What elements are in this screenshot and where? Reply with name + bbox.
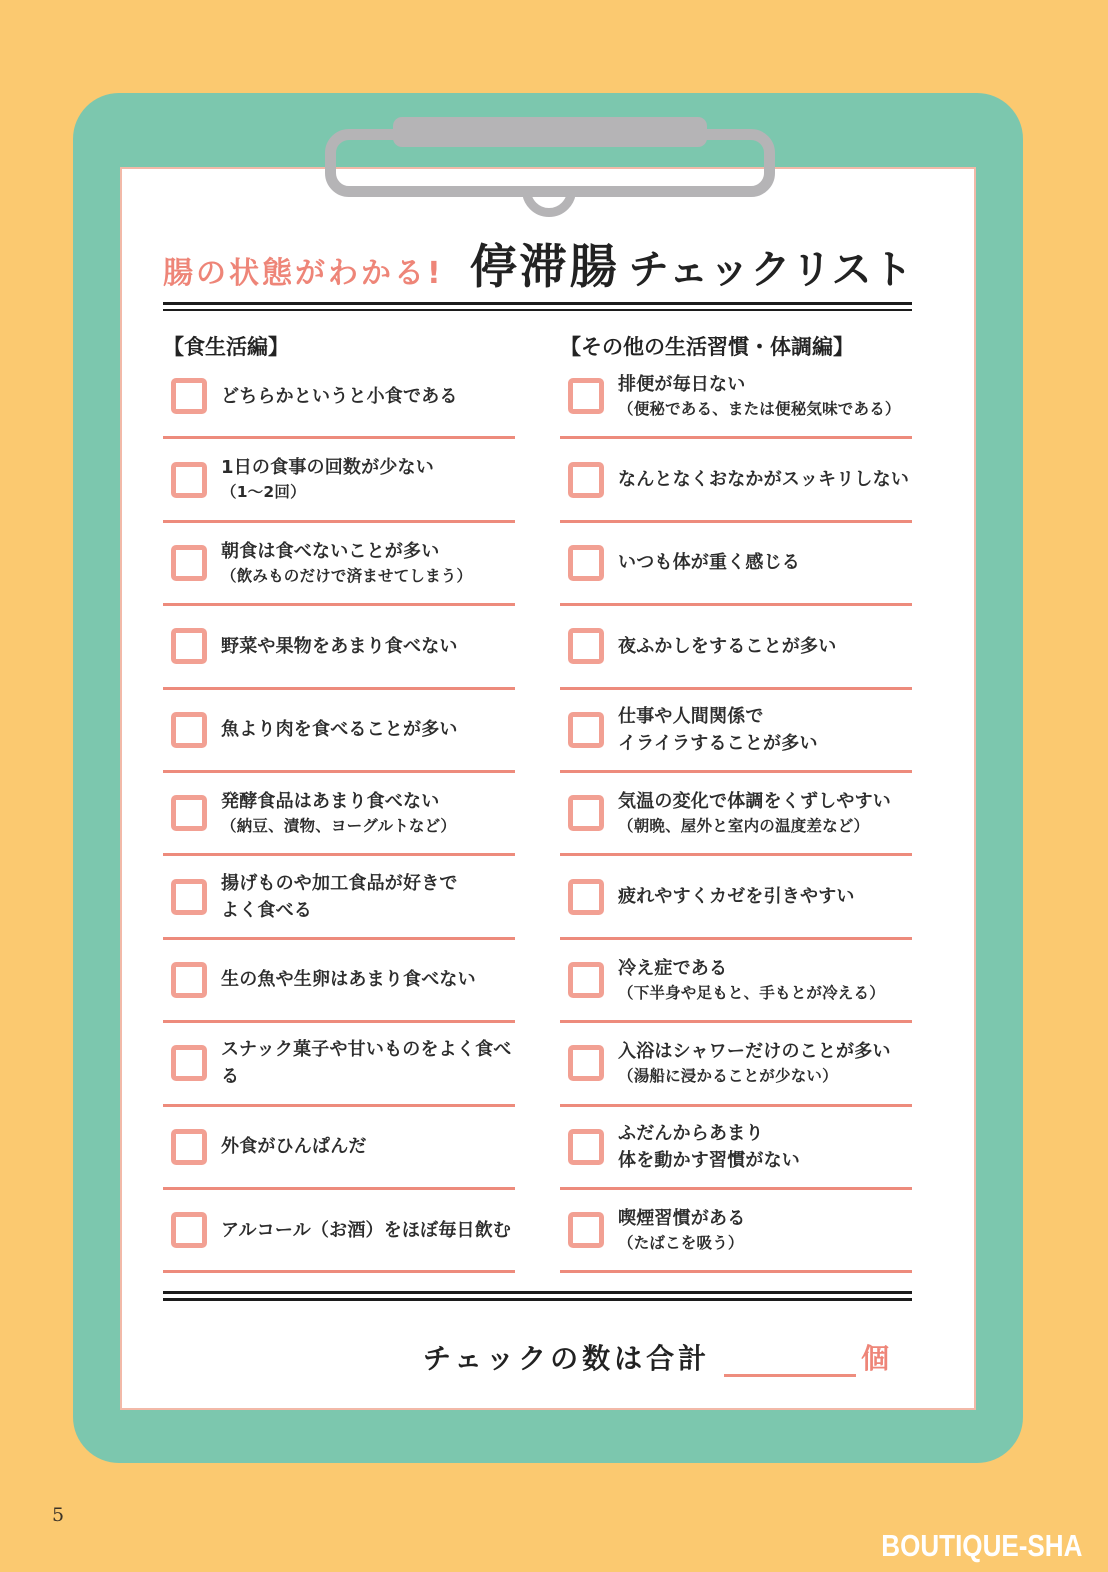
checkbox[interactable]	[171, 795, 207, 831]
title-divider	[163, 302, 912, 311]
title-lead: 腸の状態がわかる!	[163, 256, 444, 291]
checkbox[interactable]	[568, 628, 604, 664]
checkbox[interactable]	[171, 1129, 207, 1165]
item-main-text: いつも体が重く感じる	[618, 552, 800, 574]
total-count-field[interactable]	[724, 1339, 856, 1377]
checkbox[interactable]	[171, 879, 207, 915]
item-label	[221, 538, 472, 588]
checklist-item	[163, 1190, 515, 1273]
item-sub-text: （1〜2回）	[221, 483, 306, 502]
item-main-text: 気温の変化で体調をくずしやすい	[618, 791, 891, 813]
item-label	[618, 1205, 745, 1255]
checkbox[interactable]	[171, 962, 207, 998]
item-sub-text: （飲みものだけで済ませてしまう）	[221, 566, 473, 585]
item-label	[618, 955, 885, 1005]
checklist-item	[163, 523, 515, 606]
item-label	[618, 883, 855, 910]
checkbox[interactable]	[171, 378, 207, 414]
checkbox[interactable]	[568, 1212, 604, 1248]
checklist-item	[163, 606, 515, 689]
item-main-text: 魚より肉を食べることが多い	[221, 719, 458, 741]
item-main-text: 夜ふかしをすることが多い	[618, 635, 837, 657]
checklist-item	[163, 773, 515, 856]
item-main-text: 入浴はシャワーだけのことが多い	[618, 1041, 891, 1063]
item-sub-text: （たばこを吸う）	[618, 1233, 744, 1252]
checklist-item	[560, 690, 912, 773]
page-title	[163, 230, 912, 297]
item-label	[618, 466, 909, 493]
item-label	[221, 383, 458, 410]
checklist-item	[163, 1023, 515, 1106]
checkbox[interactable]	[568, 879, 604, 915]
item-sub-text: イライラすることが多い	[618, 732, 818, 754]
item-label	[221, 1133, 367, 1160]
checklist-item	[560, 356, 912, 439]
checklist-item	[163, 356, 515, 439]
total-label: チェックの数は合計	[423, 1342, 711, 1375]
checklist-item	[560, 856, 912, 939]
checkbox[interactable]	[568, 795, 604, 831]
item-label	[221, 870, 458, 924]
checklist-item	[560, 606, 912, 689]
item-main-text: 排便が毎日ない	[618, 374, 746, 396]
checkbox[interactable]	[171, 712, 207, 748]
publisher-logo: BOUTIQUE-SHA	[880, 1528, 1082, 1563]
checklist-column-lifestyle	[560, 356, 912, 1273]
item-main-text: なんとなくおなかがスッキリしない	[618, 469, 910, 491]
checkbox[interactable]	[568, 962, 604, 998]
item-main-text: 発酵食品はあまり食べない	[221, 791, 440, 813]
item-main-text: どちらかというと小食である	[221, 385, 458, 407]
item-sub-text: よく食べる	[221, 899, 312, 921]
checkbox[interactable]	[171, 462, 207, 498]
checklist-item	[560, 1107, 912, 1190]
item-label	[221, 1217, 511, 1244]
checklist-column-diet	[163, 356, 515, 1273]
checklist-columns	[163, 356, 912, 1273]
item-main-text: 外食がひんぱんだ	[221, 1136, 367, 1158]
title-main-kanji: 停滞腸	[469, 240, 620, 295]
checklist-item	[163, 690, 515, 773]
item-label	[618, 633, 836, 660]
item-label	[221, 966, 476, 993]
clipboard-clip-bar	[393, 117, 707, 147]
item-label	[221, 454, 434, 504]
item-sub-text: （湯船に浸かることが少ない）	[618, 1067, 838, 1086]
title-main	[470, 230, 914, 297]
checklist-item	[163, 856, 515, 939]
total-unit: 個	[861, 1342, 890, 1375]
item-main-text: 揚げものや加工食品が好きで	[221, 872, 458, 894]
total-row	[163, 1337, 912, 1377]
item-label	[221, 633, 458, 660]
item-main-text: 仕事や人間関係で	[618, 705, 764, 727]
checkbox[interactable]	[171, 545, 207, 581]
item-main-text: 朝食は食べないことが多い	[221, 540, 440, 562]
section-heading-diet: 【食生活編】	[163, 335, 289, 359]
checkbox[interactable]	[568, 462, 604, 498]
checkbox[interactable]	[568, 1045, 604, 1081]
item-main-text: 喫煙習慣がある	[618, 1207, 746, 1229]
item-sub-text: （朝晩、屋外と室内の温度差など）	[618, 817, 870, 836]
item-main-text: スナック菓子や甘いものをよく食べる	[221, 1039, 512, 1088]
checkbox[interactable]	[171, 1045, 207, 1081]
bottom-divider	[163, 1291, 912, 1301]
checklist-item	[560, 773, 912, 856]
item-main-text: 生の魚や生卵はあまり食べない	[221, 969, 476, 991]
checklist-item	[560, 1023, 912, 1106]
item-label	[618, 1120, 800, 1174]
item-label	[618, 371, 901, 421]
checkbox[interactable]	[568, 1129, 604, 1165]
item-label	[618, 549, 800, 576]
item-sub-text: 体を動かす習慣がない	[618, 1149, 800, 1171]
checklist-item	[163, 940, 515, 1023]
checkbox[interactable]	[568, 378, 604, 414]
checkbox[interactable]	[171, 628, 207, 664]
section-heading-lifestyle: 【その他の生活習慣・体調編】	[560, 335, 854, 359]
title-main-katakana: チェックリスト	[628, 247, 914, 293]
item-main-text: ふだんからあまり	[618, 1122, 764, 1144]
item-sub-text: （下半身や足もと、手もとが冷える）	[618, 983, 885, 1002]
item-label	[221, 716, 458, 743]
checklist-item	[560, 940, 912, 1023]
page-number: 5	[52, 1504, 65, 1526]
item-label	[618, 1038, 891, 1088]
checklist-item	[560, 1190, 912, 1273]
item-main-text: 疲れやすくカゼを引きやすい	[618, 886, 855, 908]
item-main-text: 1日の食事の回数が少ない	[221, 457, 434, 479]
checklist-item	[163, 1107, 515, 1190]
item-main-text: 野菜や果物をあまり食べない	[221, 635, 458, 657]
checklist-item	[560, 523, 912, 606]
item-sub-text: （便秘である、または便秘気味である）	[618, 400, 901, 419]
checkbox[interactable]	[568, 712, 604, 748]
item-label	[221, 1036, 515, 1090]
item-main-text: 冷え症である	[618, 957, 728, 979]
item-main-text: アルコール（お酒）をほぼ毎日飲む	[221, 1219, 512, 1241]
checkbox[interactable]	[568, 545, 604, 581]
checklist-item	[163, 439, 515, 522]
item-label	[221, 788, 456, 838]
checkbox[interactable]	[171, 1212, 207, 1248]
checklist-item	[560, 439, 912, 522]
item-label	[618, 703, 818, 757]
item-sub-text: （納豆、漬物、ヨーグルトなど）	[221, 817, 457, 836]
item-label	[618, 788, 891, 838]
